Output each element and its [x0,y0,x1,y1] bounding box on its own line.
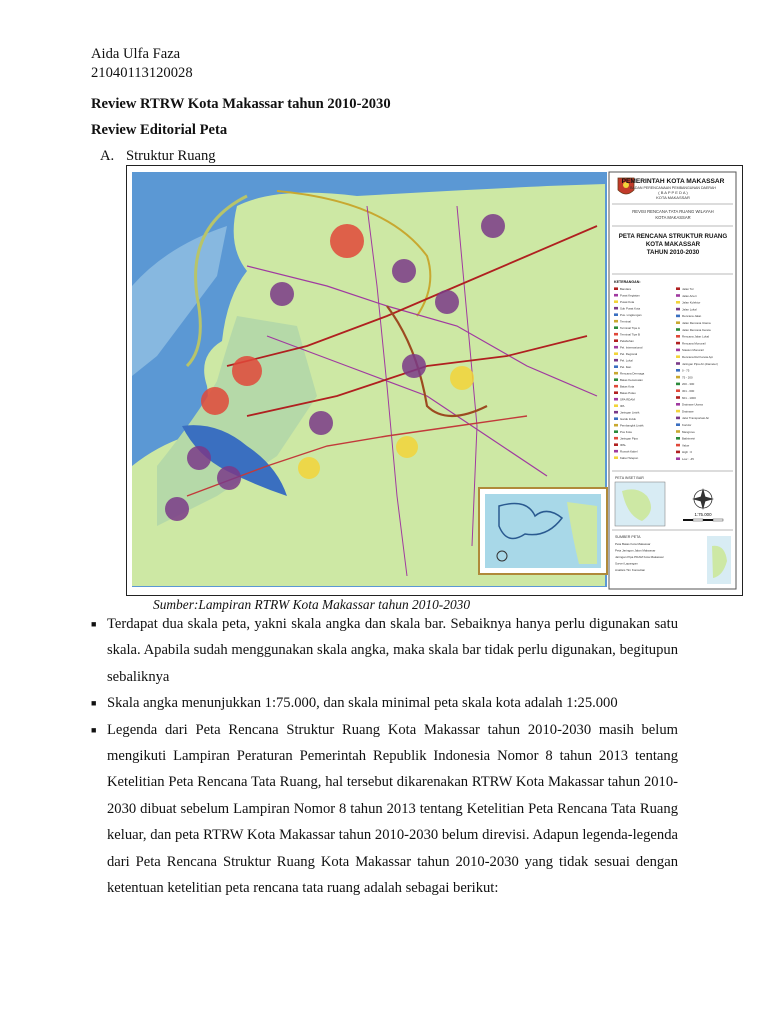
legend-entry: Koridor [682,423,692,427]
map-revision-line2: KOTA MAKASSAR [655,215,691,220]
legend-swatch [676,369,680,372]
legend-entry: Jalan Rencana Kereta [682,327,711,332]
legend-entry: Rumah Kabel [620,449,638,454]
legend-entry: Sub Pusat Kota [620,306,641,311]
legend-entry: Jalan Lokal [682,307,697,312]
legend-swatch [676,294,680,297]
map-agency-sub: BADAN PERENCANAAN PEMBANGUNAN DAERAH [630,186,716,190]
legend-entry: Stasiun Monorail [682,348,704,353]
legend-entry: Mangrove [682,429,695,434]
legend-entry: Pelabuhan [620,339,634,343]
legend-swatch [676,376,680,379]
sub-center-marker [217,466,241,490]
review-bullet-list [91,611,678,901]
legend-swatch [676,457,680,460]
legend-entry: Jalur Transportasi Air [682,416,710,421]
legend-swatch [676,328,680,331]
legend-entry: Pus. Lingkungan [620,313,642,317]
legend-swatch [676,417,680,420]
sub-center-marker [165,497,189,521]
city-center-marker [330,224,364,258]
legend-entry: Rencana Monorail [682,341,706,346]
legend-swatch [676,349,680,352]
bullet-text: Legenda dari Peta Rencana Struktur Ruang Kota Makassar tahun 2010-2030 masih belum mengikuti Lampiran Peraturan Pemerintah Republik Indonesia Nomor 8 tahun 2013 tentang Ketelitian Peta Rencana Tata Ruang, hal tersebut dikarenakan RTRW Kota Makassar tahun 2010-2030 dibuat sebelum Lampiran Nomor 8 tahun 2013 tentang Ketelitian Peta Rencana Tata Ruang keluar, dan peta RTRW Kota Makassar tahun 2010-2030 belum direvisi. Adapun legenda-legenda dari Peta Rencana Struktur Ruang Kota Makassar tahun 2010-2030 yang tidak sesuai dengan ketentuan ketelitian peta rencana tata ruang adalah sebagai berikut: [107,721,678,897]
list-item [91,611,678,690]
legend-entry: Jaringan Pipa PDAM Kota Makassar [615,555,664,559]
legend-entry: Jalan Rencana Utama [682,321,711,325]
sub-center-marker [481,214,505,238]
map-agency-city: KOTA MAKASSAR [656,195,690,200]
legend-swatch [676,355,680,358]
legend-entry: Low : -45 [682,457,694,461]
sub-center-marker [309,411,333,435]
subsection-marker: A. [100,148,115,164]
legend-entry: Rencana Jalan [682,314,702,319]
legend-swatch [614,456,618,459]
legend-entry: Bandara [620,287,631,291]
legend-swatch [676,403,680,406]
sub-center-marker [392,259,416,283]
map-agency-title: PEMERINTAH KOTA MAKASSAR [621,178,725,185]
legend-entry: Terminal Tipe A [620,326,640,330]
legend-entry: Peta Jaringan Jalan Makassar [615,548,656,553]
legend-swatch [676,410,680,413]
legend-swatch [614,300,618,303]
legend-entry: 75 - 200 [682,375,693,380]
legend-entry: Jaringan Pipa [620,436,638,441]
legend-entry: High : 0 [682,450,692,455]
legend-swatch [614,307,618,310]
legend-entry: Analisis Tim Konsultan [615,568,646,572]
legend-entry: 0 - 75 [682,368,690,373]
legend-swatch [614,346,618,349]
legend-swatch [614,443,618,446]
legend-swatch [614,450,618,453]
sub-center-marker [187,446,211,470]
list-item [91,690,678,716]
legend-swatch [676,287,680,290]
legend-entry: Jaringan Pipa Air (diameter) [682,361,718,366]
legend-swatch [614,385,618,388]
legend-swatch [614,287,618,290]
bullet-text: Terdapat dua skala peta, yakni skala angka dan skala bar. Sebaiknya hanya perlu digunakan satu skala. Apabila sudah menggunakan skala angka, maka skala bar tidak perlu digunakan, begitupun sebaliknya [107,616,678,685]
map-agency-abbr: ( B A P P E D A ) [658,190,688,195]
legend-entry: IPAL [620,443,627,447]
legend-entry: Pel. Internasional [620,345,643,350]
legend-swatch [676,430,680,433]
city-center-marker [232,356,262,386]
legend-entry: 301 - 600 [682,389,695,393]
legend-entry: Batas Pulau [620,391,636,395]
legend-entry: Kabel Telepon [620,456,639,460]
legend-swatch [676,315,680,318]
legend-entry: Gardu Induk [620,417,636,421]
legend-swatch [614,372,618,375]
legend-swatch [614,411,618,414]
legend-swatch [676,308,680,311]
legend-entry: Jalan Tol [682,287,694,291]
map-title-line1: PETA RENCANA STRUKTUR RUANG [618,233,728,240]
legend-swatch [614,333,618,336]
legend-entry: Jaringan Listrik [620,410,640,415]
document-title: Review RTRW Kota Makassar tahun 2010-2030 [91,96,391,112]
legend-swatch [614,424,618,427]
legend-swatch [676,321,680,324]
legend-entry: Pembangkit Listrik [620,423,644,428]
legend-entry: Rencana Rel Kereta Api [682,355,713,359]
bullet-text: Skala angka menunjukkan 1:75.000, dan skala minimal peta skala kota adalah 1:25.000 [107,695,618,712]
map-legend-heading: KETERANGAN: [614,280,641,284]
legend-entry: Pel. Ikan [620,365,632,369]
legend-entry: Terminal Tipe B [620,332,640,337]
legend-entry: Peta Batas Kota Makassar [615,542,651,546]
legend-swatch [676,437,680,440]
local-center-marker [450,366,474,390]
legend-entry: Survei Lapangan [615,561,638,566]
legend-entry: IPA [620,404,625,408]
legend-swatch [614,326,618,329]
legend-entry: Pusat Kota [620,300,635,304]
legend-entry: Batas Kecamatan [620,378,643,382]
legend-swatch [614,359,618,362]
legend-swatch [614,365,618,368]
legend-entry: Rencana Dermaga [620,371,645,376]
local-center-marker [396,436,418,458]
bullet-marker: ■ [91,724,97,735]
sub-center-marker [435,290,459,314]
legend-swatch [614,352,618,355]
legend-entry: Bathimetri [682,436,696,441]
map-figure [126,165,743,596]
legend-entry: Drainase [682,409,694,414]
bullet-marker: ■ [91,698,97,709]
legend-swatch [614,398,618,401]
legend-swatch [676,423,680,426]
legend-entry: Pusat Kegiatan [620,293,640,298]
legend-entry: Batas Kota [620,384,635,389]
legend-swatch [614,294,618,297]
map-title-line3: TAHUN 2010-2030 [646,249,700,256]
legend-swatch [614,378,618,381]
legend-swatch [614,320,618,323]
legend-swatch [614,391,618,394]
legend-entry: Pel. Lokal [620,358,633,363]
legend-swatch [614,417,618,420]
legend-entry: 601 - 1000 [682,395,696,400]
figure-caption: Sumber:Lampiran RTRW Kota Makassar tahun 2010-2030 [153,597,471,612]
map-index-label: PETA INSET BAR [615,476,644,480]
legend-entry: Pel. Regional [620,352,638,356]
legend-entry: Pos Kota [620,430,632,434]
legend-swatch [676,444,680,447]
legend-swatch [676,301,680,304]
student-id: 21040113120028 [91,65,193,81]
inset-map [479,488,607,574]
legend-swatch [676,383,680,386]
sub-center-marker [402,354,426,378]
subsection-label: Struktur Ruang [126,148,216,164]
legend-swatch [614,437,618,440]
legend-entry: SPA RDAM [620,397,635,402]
map-title-line2: KOTA MAKASSAR [645,241,701,248]
bullet-marker: ■ [91,619,97,629]
legend-entry: Jalan Kolektor [682,300,701,305]
map-revision-line1: REVISI RENCANA TATA RUANG WILAYAH [632,209,714,214]
legend-swatch [614,313,618,316]
legend-swatch [676,389,680,392]
author-name: Aida Ulfa Faza [91,46,181,62]
legend-entry: Rencana Jalan Lokal [682,334,709,339]
list-item [91,717,678,902]
subsection-heading [100,147,216,165]
legend-entry: Jalan Arteri [682,293,697,298]
legend-entry: Drainase Utama [682,402,703,407]
legend-swatch [676,342,680,345]
legend-swatch [676,451,680,454]
legend-swatch [676,362,680,365]
city-center-marker [201,387,229,415]
sub-center-marker [270,282,294,306]
section-heading: Review Editorial Peta [91,122,228,138]
map-scale-label: 1:75.000 [694,512,712,517]
legend-entry: Value [682,443,690,448]
legend-swatch [676,335,680,338]
legend-swatch [676,396,680,399]
local-center-marker [298,457,320,479]
legend-swatch [614,430,618,433]
legend-swatch [614,339,618,342]
map-sources-heading: SUMBER PETA [615,535,641,539]
legend-entry: 200 - 300 [682,382,695,387]
legend-entry: Terminal [620,319,631,324]
legend-swatch [614,404,618,407]
scale-bar [683,519,723,521]
